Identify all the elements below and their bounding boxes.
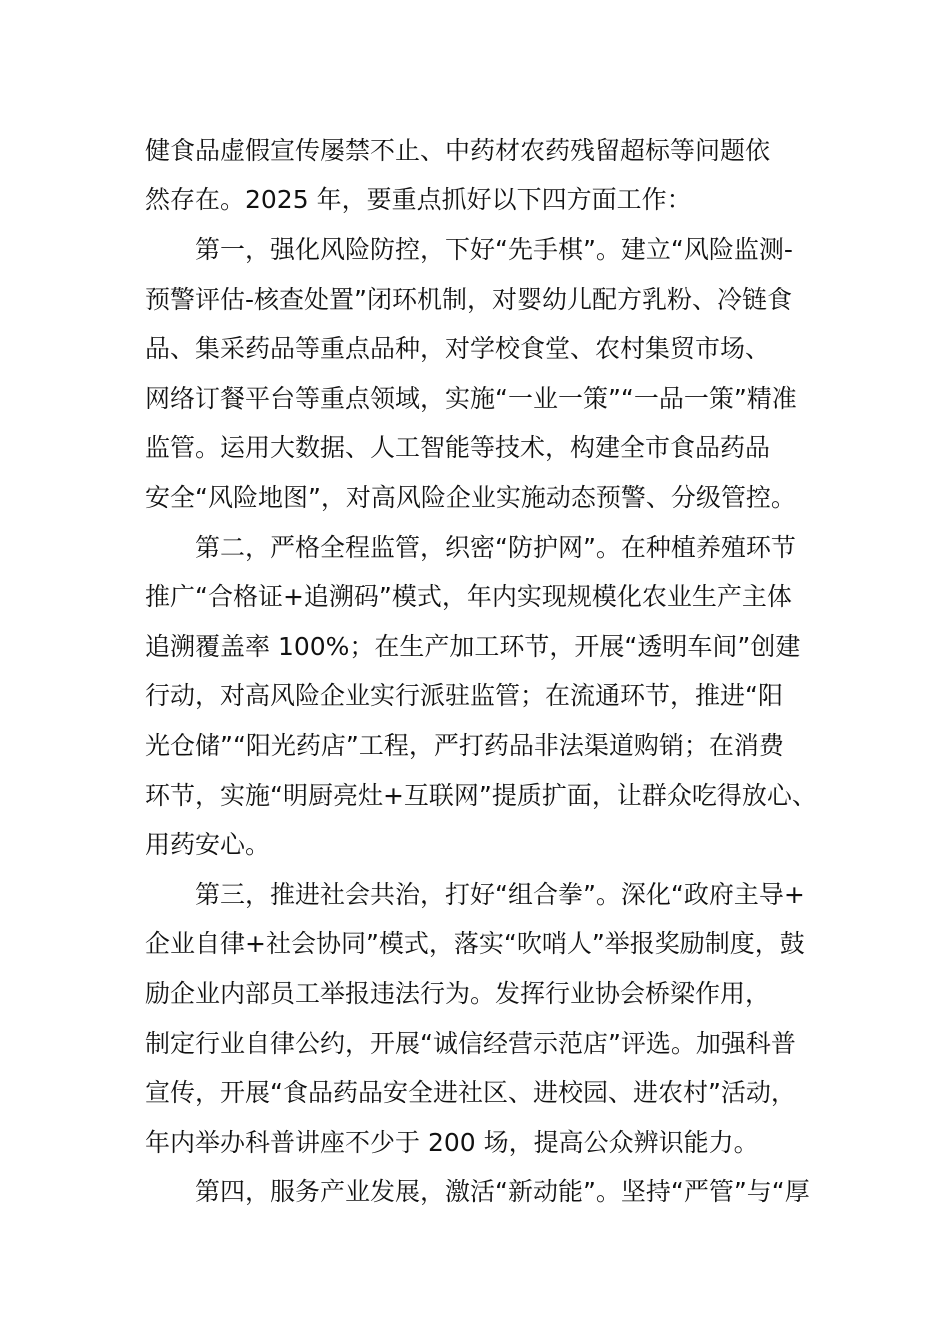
text-line: 企业自律+社会协同”模式，落实“吹哨人”举报奖励制度，鼓 bbox=[145, 929, 805, 958]
text-line: 制定行业自律公约，开展“诚信经营示范店”评选。加强科普 bbox=[145, 1029, 796, 1058]
text-line: 环节，实施“明厨亮灶+互联网”提质扩面，让群众吃得放心、 bbox=[145, 781, 817, 810]
text-line: 预警评估-核查处置”闭环机制，对婴幼儿配方乳粉、冷链食 bbox=[145, 285, 792, 314]
paragraph-first-line: 第一，强化风险防控，下好“先手棋”。建立“风险监测- bbox=[195, 235, 793, 264]
text-line: 励企业内部员工举报违法行为。发挥行业协会桥梁作用， bbox=[145, 979, 771, 1008]
text-line: 安全“风险地图”，对高风险企业实施动态预警、分级管控。 bbox=[145, 483, 796, 512]
text-line: 光仓储”“阳光药店”工程，严打药品非法渠道购销；在消费 bbox=[145, 731, 784, 760]
text-line: 品、集采药品等重点品种，对学校食堂、农村集贸市场、 bbox=[145, 334, 771, 363]
text-line: 宣传，开展“食品药品安全进社区、进校园、进农村”活动， bbox=[145, 1078, 796, 1107]
text-line: 网络订餐平台等重点领域，实施“一业一策”“一品一策”精准 bbox=[145, 384, 797, 413]
text-line: 然存在。2025 年，要重点抓好以下四方面工作： bbox=[145, 185, 692, 214]
paragraph-first-line: 第二，严格全程监管，织密“防护网”。在种植养殖环节 bbox=[195, 533, 796, 562]
text-line: 推广“合格证+追溯码”模式，年内实现规模化农业生产主体 bbox=[145, 582, 792, 611]
text-line: 追溯覆盖率 100%；在生产加工环节，开展“透明车间”创建 bbox=[145, 632, 801, 661]
text-line: 年内举办科普讲座不少于 200 场，提高公众辨识能力。 bbox=[145, 1128, 759, 1157]
paragraph-first-line: 第三，推进社会共治，打好“组合拳”。深化“政府主导+ bbox=[195, 880, 805, 909]
text-line: 用药安心。 bbox=[145, 830, 271, 859]
text-line: 健食品虚假宣传屡禁不止、中药材农药残留超标等问题依 bbox=[145, 136, 771, 165]
text-line: 行动，对高风险企业实行派驻监管；在流通环节，推进“阳 bbox=[145, 681, 783, 710]
paragraph-first-line: 第四，服务产业发展，激活“新动能”。坚持“严管”与“厚 bbox=[195, 1177, 810, 1206]
text-line: 监管。运用大数据、人工智能等技术，构建全市食品药品 bbox=[145, 433, 771, 462]
